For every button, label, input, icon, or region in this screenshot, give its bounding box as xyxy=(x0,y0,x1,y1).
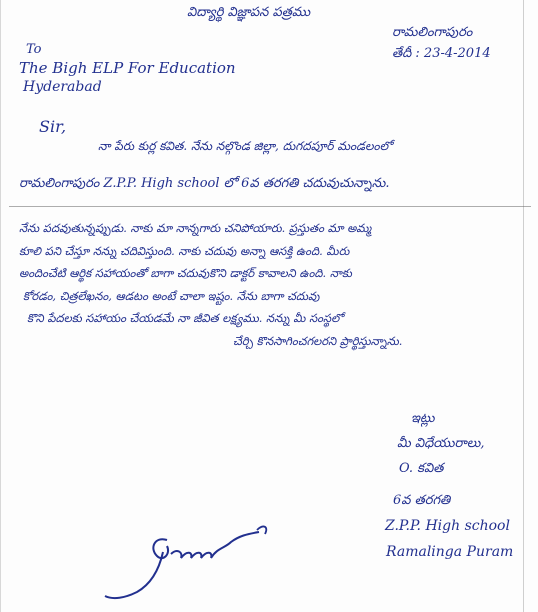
intro-line-1: నా పేరు కుర్ల కవిత. నేను నల్గొండ జిల్లా, దుగదపూర్ మండలంలో xyxy=(98,139,392,153)
body-line-4: కోరడం, చిత్రలేఖనం, ఆడటం అంటే చాలా ఇష్టం. నేను బాగా చదువు xyxy=(23,289,320,303)
closing-line-5: Z.P.P. High school xyxy=(385,518,510,534)
signature xyxy=(97,518,297,608)
intro-line-2: రామలింగాపురం Z.P.P. High school లో 6వ తరగతి చదువుచున్నాను. xyxy=(19,176,390,191)
salutation: Sir, xyxy=(39,117,67,136)
recipient-line-1: The Bigh ELP For Education xyxy=(19,59,236,77)
recipient-line-2: Hyderabad xyxy=(23,79,102,95)
body-line-1: నేను పదవుతున్నప్పుడు. నాకు మా నాన్నగారు చనిపోయారు. ప్రస్తుతం మా అమ్మ xyxy=(19,221,372,235)
letter-title: విద్యార్థి విజ్ఞాపన పత్రము xyxy=(187,5,311,20)
closing-line-2: మీ విధేయురాలు, xyxy=(397,436,485,451)
body-line-6: చేర్చి కొనసాగించగలరని ప్రార్థిస్తున్నాను. xyxy=(233,334,403,348)
section-divider xyxy=(9,206,531,207)
closing-line-4: 6వ తరగతి xyxy=(393,493,451,508)
body-line-5: కొని పేదలకు సహాయం చేయడమే నా జీవిత లక్ష్యము. నన్ను మీ సంస్థలో xyxy=(27,311,343,325)
place-line: రామలింగాపురం xyxy=(392,25,473,40)
closing-line-1: ఇట్లు xyxy=(411,411,435,426)
date-line: తేదీ : 23-4-2014 xyxy=(392,46,491,61)
closing-line-6: Ramalinga Puram xyxy=(386,544,514,560)
recipient-to: To xyxy=(26,42,42,57)
body-line-2: కూలి పని చేస్తూ నన్ను చదివిస్తుంది. నాకు చదువు అన్నా ఆసక్తి ఉంది. మీరు xyxy=(19,244,350,258)
page-margin-line xyxy=(523,0,524,612)
body-line-3: అందించేటి ఆర్థిక సహాయంతో బాగా చదువుకొని డాక్టర్ కావాలని ఉంది. నాకు xyxy=(19,266,352,280)
closing-line-3: O. కవిత xyxy=(399,461,444,476)
